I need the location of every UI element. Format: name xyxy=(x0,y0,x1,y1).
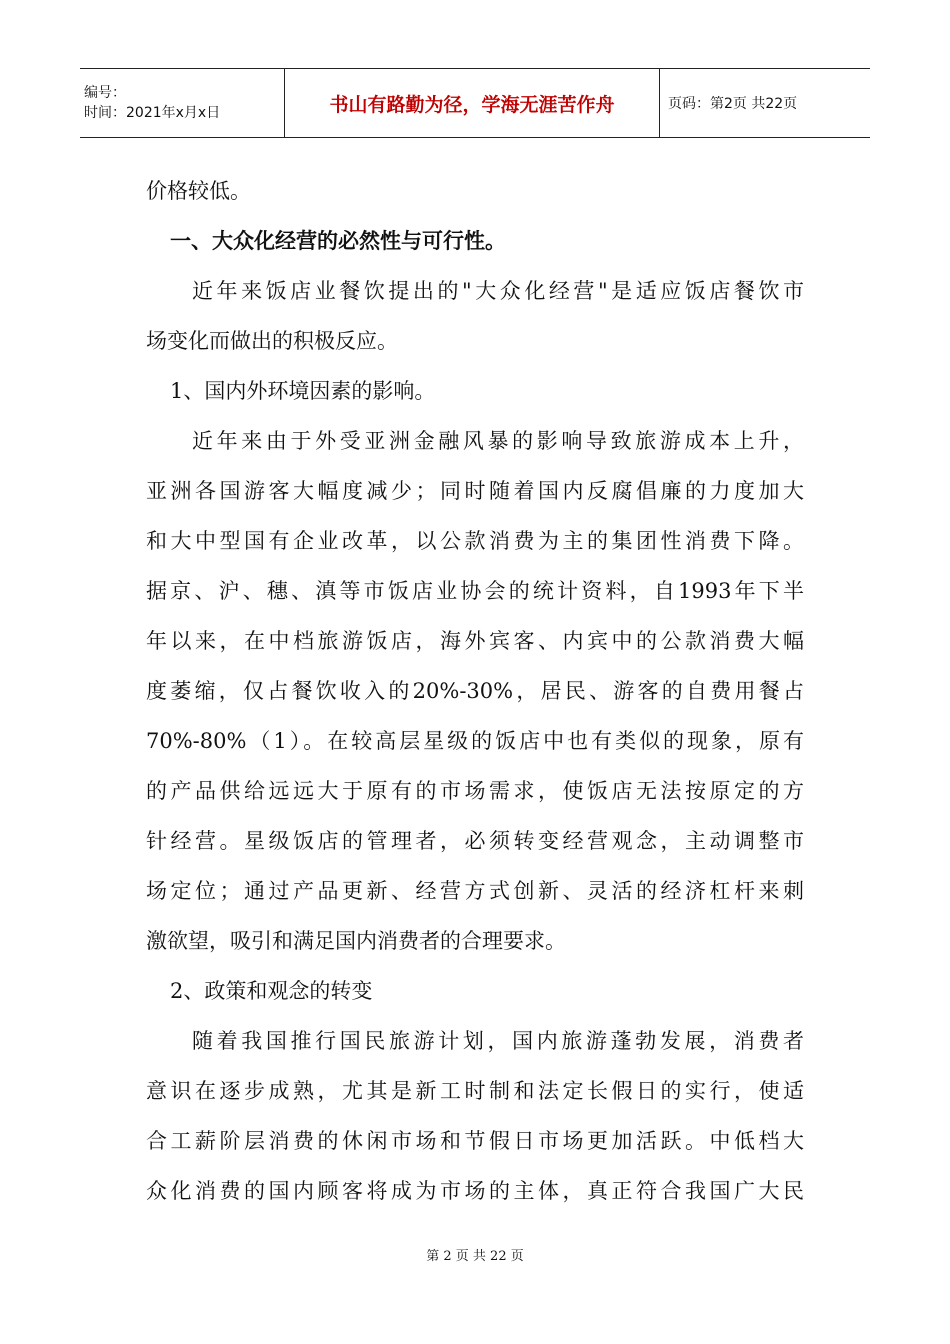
page-footer: 第 2 页 共 22 页 xyxy=(426,1249,524,1264)
body-line: 和大中型国有企业改革，以公款消费为主的集团性消费下降。 xyxy=(146,529,804,553)
body-line: 据京、沪、穗、滇等市饭店业协会的统计资料，自1993年下半 xyxy=(146,579,804,603)
date-label: 时间：2021年x月x日 xyxy=(84,105,221,121)
body-line: 的产品供给远远大于原有的市场需求，使饭店无法按原定的方 xyxy=(146,779,804,803)
body-line: 度萎缩，仅占餐饮收入的20%-30%，居民、游客的自费用餐占 xyxy=(146,679,804,703)
subsection-heading: 2、政策和观念的转变 xyxy=(170,979,373,1003)
body-line: 近年来饭店业餐饮提出的"大众化经营"是适应饭店餐饮市 xyxy=(192,279,804,303)
header-meta xyxy=(80,69,284,137)
body-line: 亚洲各国游客大幅度减少；同时随着国内反腐倡廉的力度加大 xyxy=(146,479,804,503)
body-line: 场变化而做出的积极反应。 xyxy=(146,329,398,353)
document-body xyxy=(146,166,804,1216)
body-line: 众化消费的国内顾客将成为市场的主体，真正符合我国广大民 xyxy=(146,1179,804,1203)
body-line: 价格较低。 xyxy=(146,179,251,203)
subsection-heading: 1、国内外环境因素的影响。 xyxy=(170,379,436,403)
body-line: 年以来，在中档旅游饭店，海外宾客、内宾中的公款消费大幅 xyxy=(146,629,804,653)
body-line: 70%-80%（1）。在较高层星级的饭店中也有类似的现象，原有 xyxy=(146,729,804,753)
body-line: 随着我国推行国民旅游计划，国内旅游蓬勃发展，消费者 xyxy=(192,1029,804,1053)
header-page-info: 页码：第2页 共22页 xyxy=(668,96,798,112)
header-motto: 书山有路勤为径，学海无涯苦作舟 xyxy=(284,69,660,137)
body-line: 合工薪阶层消费的休闲市场和节假日市场更加活跃。中低档大 xyxy=(146,1129,804,1153)
number-label: 编号： xyxy=(84,85,126,101)
section-heading: 一、大众化经营的必然性与可行性。 xyxy=(170,229,506,253)
body-line: 场定位；通过产品更新、经营方式创新、灵活的经济杠杆来刺 xyxy=(146,879,804,903)
body-line: 意识在逐步成熟，尤其是新工时制和法定长假日的实行，使适 xyxy=(146,1079,804,1103)
page-header xyxy=(80,68,870,138)
body-line: 针经营。星级饭店的管理者，必须转变经营观念，主动调整市 xyxy=(146,829,804,853)
body-line: 近年来由于外受亚洲金融风暴的影响导致旅游成本上升， xyxy=(192,429,804,453)
body-line: 激欲望，吸引和满足国内消费者的合理要求。 xyxy=(146,929,566,953)
